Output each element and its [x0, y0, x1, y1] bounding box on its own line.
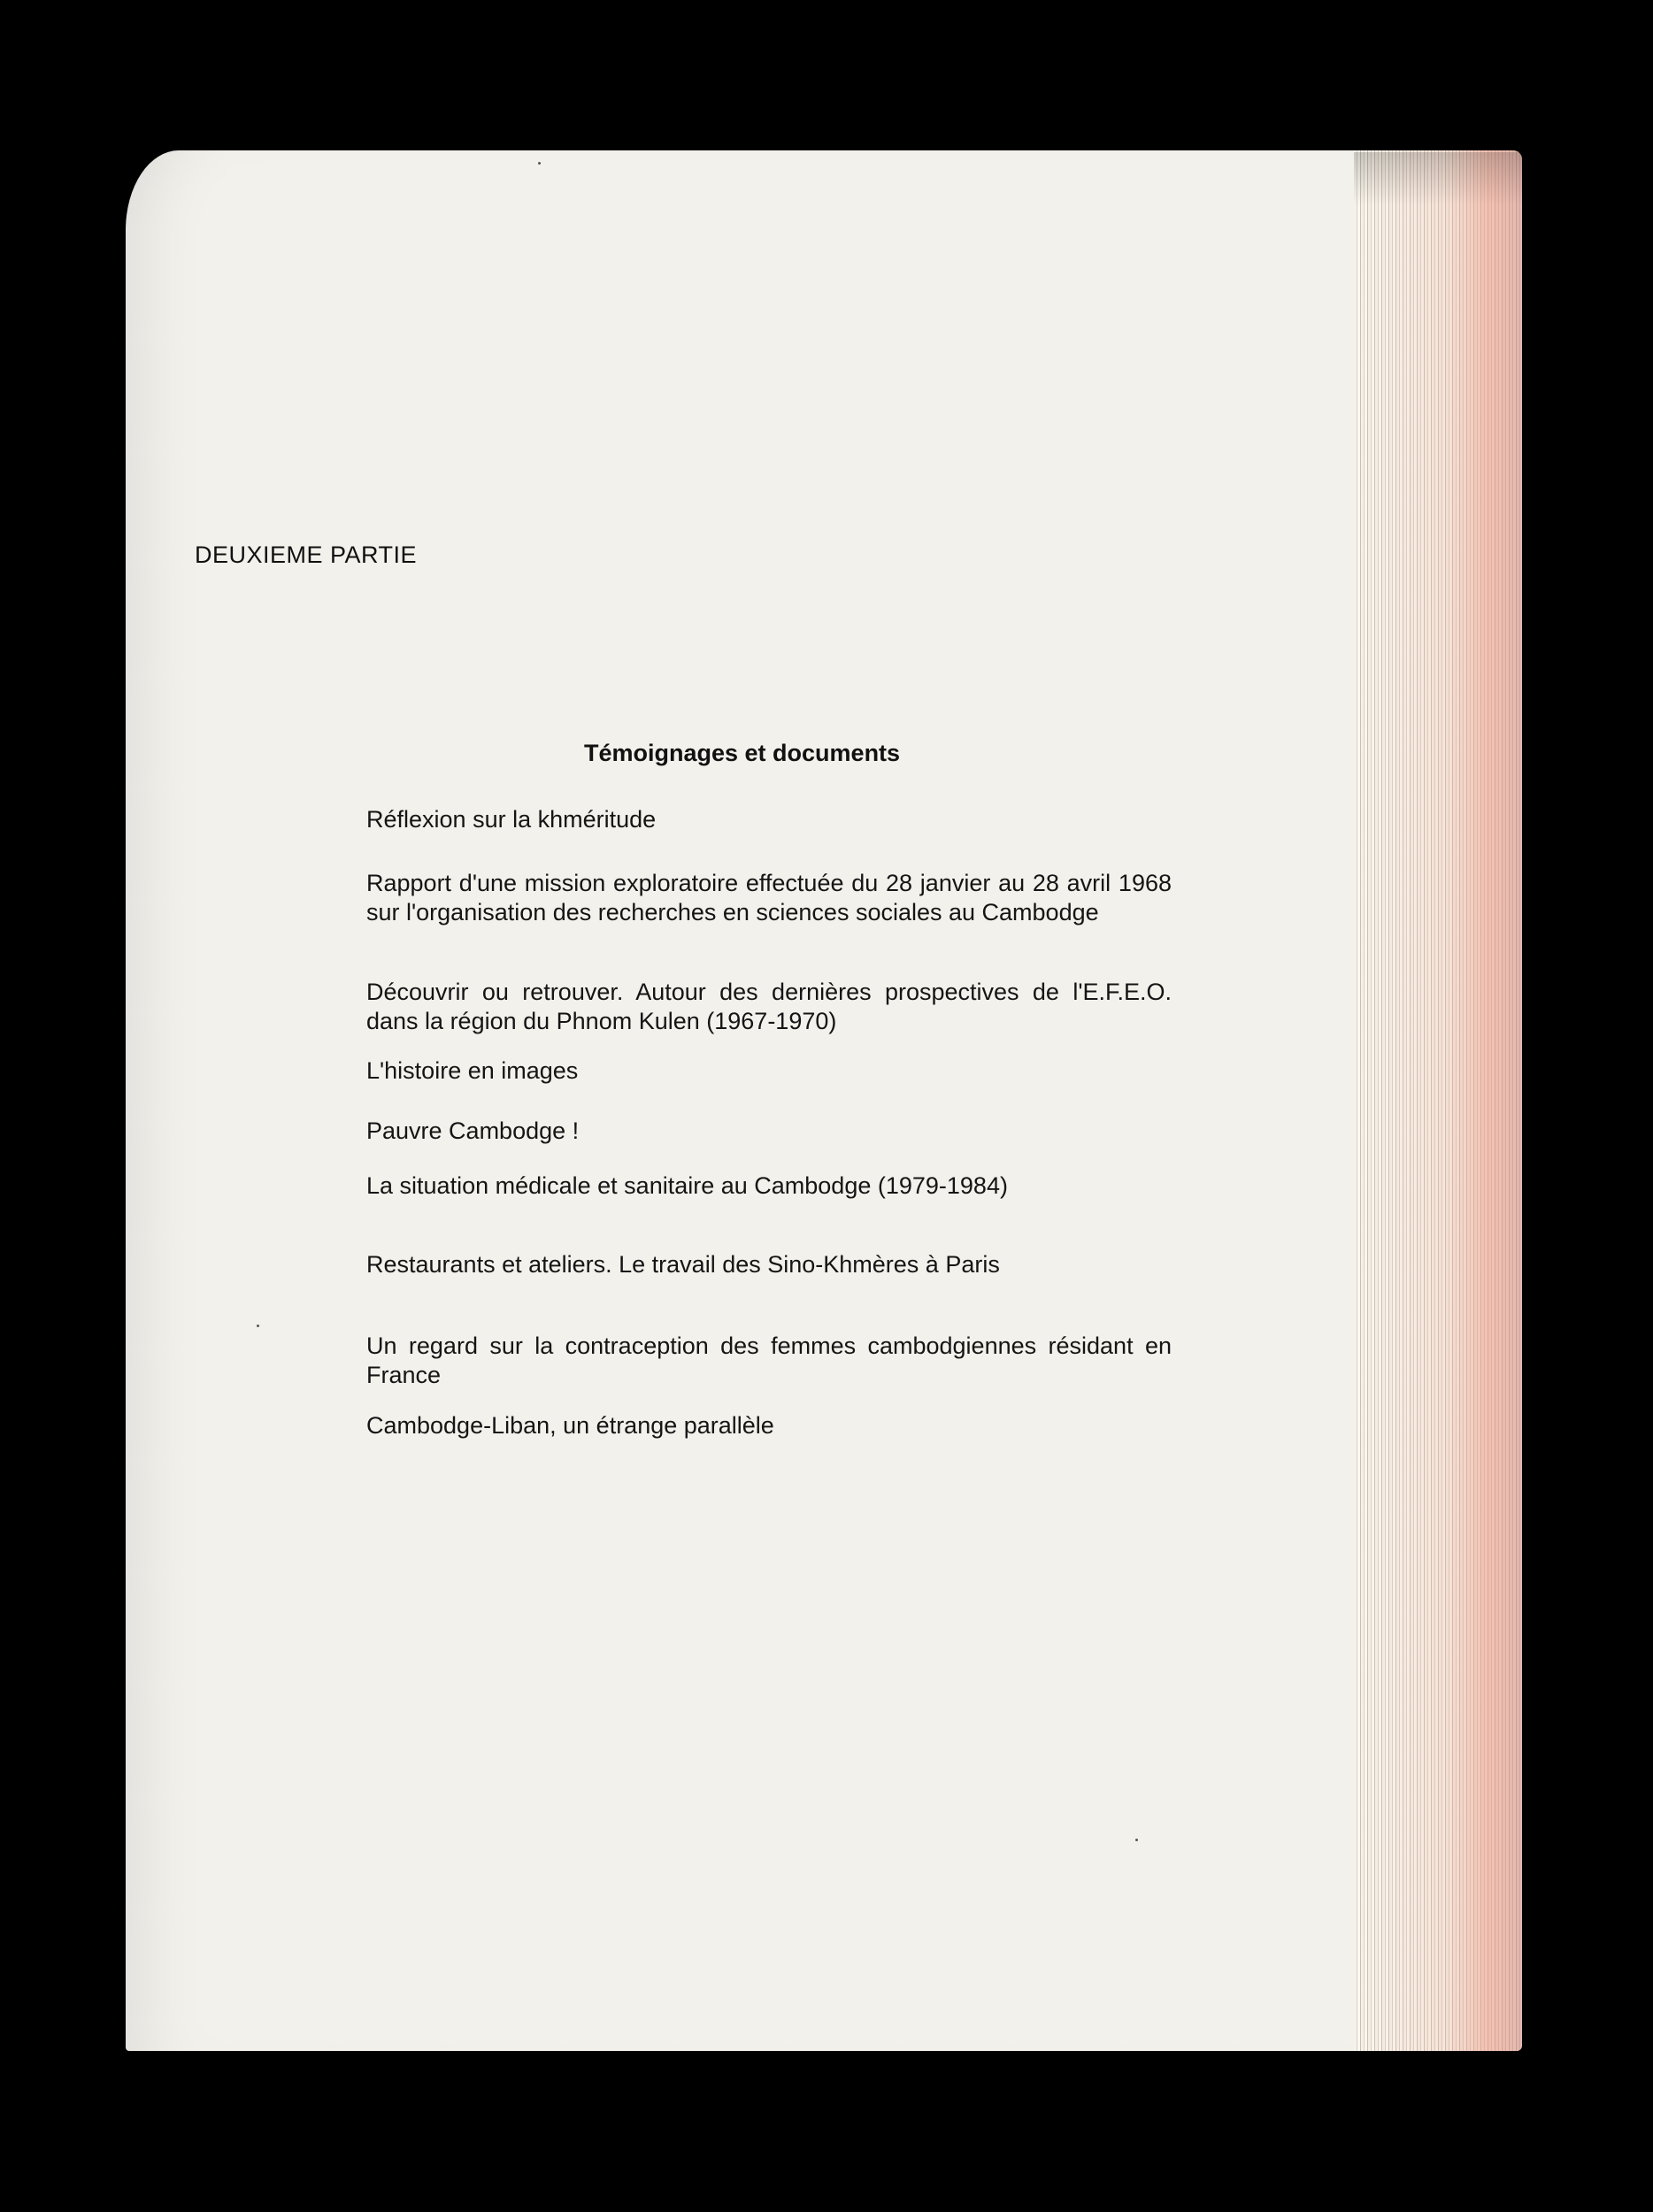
- scan-speck: [538, 162, 541, 165]
- contents-entry-4: L'histoire en images: [366, 1057, 579, 1084]
- contents-entry-2: Rapport d'une mission exploratoire effectuée du 28 janvier au 28 avril 1968 sur l'organisation des recherches en sciences sociales au Cambodge: [366, 870, 1172, 926]
- subsection-title: Témoignages et documents: [584, 740, 901, 766]
- scan-speck: [257, 1325, 259, 1327]
- contents-entry-3: Découvrir ou retrouver. Autour des dernières prospectives de l'E.F.E.O. dans la région du Phnom Kulen (1967-1970): [366, 979, 1172, 1034]
- contents-entry-5: Pauvre Cambodge !: [366, 1118, 580, 1144]
- page-edges: [1354, 150, 1522, 2051]
- contents-entry-9: Cambodge-Liban, un étrange parallèle: [366, 1412, 774, 1439]
- page-edges-shadow: [1354, 152, 1522, 205]
- book-page: [126, 150, 1360, 2051]
- contents-entry-7: Restaurants et ateliers. Le travail des Sino-Khmères à Paris: [366, 1251, 1000, 1278]
- contents-entry-6: La situation médicale et sanitaire au Cambodge (1979-1984): [366, 1172, 1008, 1199]
- scan-speck: [1135, 1839, 1138, 1841]
- section-heading: DEUXIEME PARTIE: [195, 541, 418, 568]
- contents-entry-8: Un regard sur la contraception des femmes cambodgiennes résidant en France: [366, 1333, 1172, 1388]
- contents-entry-1: Réflexion sur la khméritude: [366, 806, 657, 833]
